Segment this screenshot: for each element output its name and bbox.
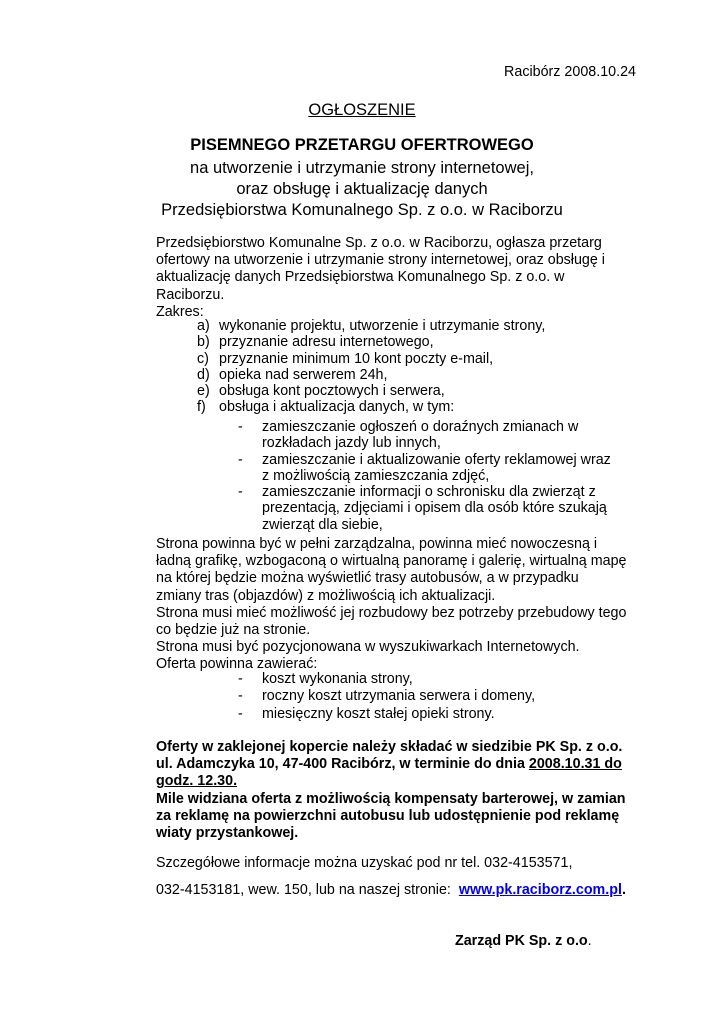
scope-list: [197, 318, 617, 416]
requirements-paragraph: [156, 536, 644, 674]
data-tasks-list: [238, 419, 648, 533]
requirements-line: Strona musi mieć możliwość jej rozbudowy bez potrzeby przebudowy tego: [156, 604, 627, 621]
deadline-date: 2008.10.31 do: [528, 756, 622, 773]
list-item: - miesięczny koszt stałej opieki strony.: [238, 705, 495, 722]
tender-title: PISEMNEGO PRZETARGU OFERTROWEGO: [190, 136, 534, 154]
requirements-line: Strona powinna być w pełni zarządzalna, powinna mieć nowoczesną i: [156, 536, 598, 552]
offer-contents-list: [238, 671, 648, 723]
subtitle-line-1: na utworzenie i utrzymanie strony internetowej,: [190, 159, 534, 177]
barter-line: wiaty przystankowej.: [156, 825, 299, 842]
subtitle-line-2: oraz obsługę i aktualizację danych: [236, 180, 488, 198]
deadline-time: godz. 12.30.: [156, 773, 238, 790]
intro-line: Przedsiębiorstwo Komunalne Sp. z o.o. w Raciborzu, ogłasza przetarg: [156, 235, 602, 251]
barter-line: Mile widziana oferta z możliwością kompensaty barterowej, w zamian: [156, 790, 626, 807]
contact-line-1: Szczegółowe informacje można uzyskać pod nr tel. 032-4153571,: [156, 855, 573, 871]
list-item: - zamieszczanie informacji o schronisku dla zwierząt z prezentacją, zdjęciami i opisem dla osób które szukają zwierząt dla siebie,: [238, 484, 607, 533]
submission-notice: [156, 739, 644, 842]
notice-line: ul. Adamczyka 10, 47-400 Racibórz, w terminie do dnia 2008.10.31 do: [156, 756, 622, 773]
document-date: Racibórz 2008.10.24: [504, 64, 636, 80]
requirements-line: zmiany tras (objazdów) z możliwością ich aktualizacji.: [156, 587, 496, 604]
list-item: c) przyznanie minimum 10 kont poczty e-mail,: [197, 350, 494, 367]
website-link[interactable]: www.pk.raciborz.com.pl: [458, 882, 622, 898]
list-item: f) obsługa i aktualizacja danych, w tym:: [197, 399, 455, 416]
intro-line: Raciborzu.: [156, 286, 225, 303]
subtitle-line-3: Przedsiębiorstwa Komunalnego Sp. z o.o. w Raciborzu: [161, 201, 563, 219]
signature: Zarząd PK Sp. z o.o.: [455, 933, 592, 949]
intro-line: aktualizację danych Przedsiębiorstwa Komunalnego Sp. z o.o. w: [156, 269, 565, 286]
requirements-line: Strona musi być pozycjonowana w wyszukiwarkach Internetowych.: [156, 639, 580, 656]
announcement-heading: OGŁOSZENIE: [308, 101, 416, 119]
list-item: d) opieka nad serwerem 24h,: [197, 366, 388, 383]
list-item: b) przyznanie adresu internetowego,: [197, 334, 434, 351]
list-item: - zamieszczanie ogłoszeń o doraźnych zmianach w rozkładach jazdy lub innych,: [238, 419, 579, 452]
offer-contents-label: Oferta powinna zawierać:: [156, 656, 318, 673]
list-item: e) obsługa kont pocztowych i serwera,: [197, 383, 445, 400]
list-item: - zamieszczanie i aktualizowanie oferty reklamowej wraz z możliwością zamieszczania zdjęć,: [238, 451, 611, 484]
list-item: a) wykonanie projektu, utworzenie i utrzymanie strony,: [197, 318, 546, 334]
list-item: - roczny koszt utrzymania serwera i domeny,: [238, 688, 536, 705]
scope-label: Zakres:: [156, 303, 204, 320]
intro-line: ofertowy na utworzenie i utrzymanie strony internetowej, oraz obsługę i: [156, 252, 605, 269]
contact-line-2: 032-4153181, wew. 150, lub na naszej stronie: www.pk.raciborz.com.pl.: [156, 882, 626, 898]
list-item: - koszt wykonania strony,: [238, 671, 413, 687]
requirements-line: ładną grafikę, wzbogaconą o wirtualną panoramę i galerię, wirtualną mapę: [156, 553, 627, 570]
barter-line: za reklamę na powierzchni autobusu lub udostępnienie pod reklamę: [156, 807, 620, 824]
requirements-line: co będzie już na stronie.: [156, 622, 311, 639]
notice-line: Oferty w zaklejonej kopercie należy składać w siedzibie PK Sp. z o.o.: [156, 739, 623, 755]
requirements-line: na której będzie można wyświetlić trasy autobusów, a w przypadku: [156, 570, 579, 587]
intro-paragraph: [156, 235, 644, 321]
notice-line: [156, 773, 644, 790]
